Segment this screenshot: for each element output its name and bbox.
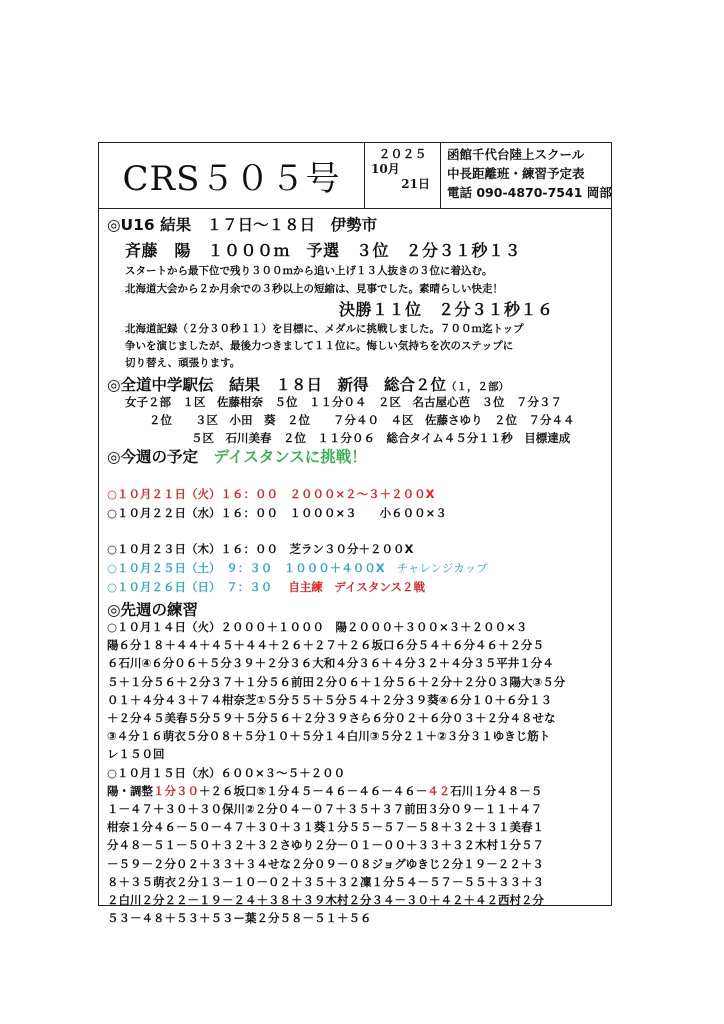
lw-b-red1: １分３０ (153, 783, 199, 798)
u16-note-4: 争いを演じましたが、最後力つきまして１１位に。悔しい気持ちを次のステップに (125, 340, 514, 352)
u16-heading: ◎U16 結果 １７日～１８日 伊勢市 (107, 216, 378, 234)
last-week-line: 分４８－５１－５０＋３２＋３２さゆり２分－０１－００＋３３＋３２木村１分５７ (107, 838, 544, 853)
issue-month: 10月 (371, 162, 400, 176)
lw-b-mid: ＋２６坂口⑤１分４５－４６－４６－４６－ (199, 783, 428, 798)
schedule-line-1: ○１０月２１日（火）１６：００ ２０００×２～３＋２００X (107, 487, 435, 501)
last-week-line: レ１５０回 (107, 747, 165, 762)
last-week-line: 柑奈１分４６－５０－４７＋３０＋３１葵１分５５－５７－５８＋３２＋３１美春１ (107, 820, 544, 835)
last-week-line: ＋２分４５美春５分５９＋５分５６＋２分３９さら６分０２＋６分０３＋２分４８せな (107, 711, 556, 725)
schedule-line-5-main: ○１０月２６日（日） ７：３０ (107, 580, 273, 594)
school-phone: 電話 090-4870-7541 岡部 (447, 185, 612, 200)
u16-note-1: スタートから最下位で残り３００ｍから追い上げ１３人抜きの３位に着込む。 (125, 265, 493, 277)
last-week-line: ５＋１分５６＋２分３７＋１分５６前田２分０６＋１分５６＋２分＋２分０３陽大③５分 (107, 674, 566, 689)
newsletter-sheet (98, 142, 612, 926)
last-week-line: ６石川④６分０６＋５分３９＋２分３６大和４分３６＋４分３２＋４分３５平井１分４ (107, 656, 554, 671)
last-week-line: ８＋３５萌衣２分１３－１０－０２＋３５＋３２凜１分５４－５７－５５＋３３＋３ (107, 874, 544, 889)
last-week-line: ○１０月１５日（水）６００×３～５＋２００ (107, 765, 346, 780)
schedule-line-3: ○１０月２３日（木）１６：００ 芝ラン３０分＋２００X (107, 542, 414, 556)
last-week-line: ２白川２分２２－１９－２４＋３８＋３９木村２分３４－３０＋４２＋４２西村２分 (107, 893, 544, 907)
issue-date (365, 143, 441, 208)
last-week-line: －５９－２分０２＋３３＋３４せな２分０９－０８ジョグゆきじ２分１９－２２＋３ (107, 856, 544, 871)
week-highlight: デイスタンスに挑戦！ (213, 448, 367, 466)
schedule-line-5-note: 自主練 デイスタンス２戦 (288, 580, 426, 594)
u16-result-line: 斉藤 陽 １０００ｍ 予選 ３位 ２分３１秒１３ (125, 241, 522, 260)
ekiden-heading-main: ◎全道中学駅伝 結果 １８日 新得 総合２位 (107, 376, 447, 394)
week-heading (107, 445, 607, 467)
u16-note-5: 切り替え、頑張ります。 (125, 357, 241, 369)
issue-year: ２０２５ (378, 147, 427, 161)
newsletter-title: CRS５０５号 (99, 143, 365, 208)
last-week-line: ③４分１６萌衣５分０８＋５分１０＋５分１４白川③５分２１＋②３分３１ゆきじ筋ト (107, 729, 551, 744)
u16-final: 決勝１１位 ２分３１秒１６ (339, 300, 554, 319)
last-week-heading: ◎先週の練習 (107, 601, 199, 619)
ekiden-heading (107, 373, 607, 395)
lw-b-red2: ４２ (427, 783, 451, 798)
ekiden-heading-sub: （１，２部） (446, 381, 510, 393)
lw-b-post: 石川１分４８－５ (450, 783, 543, 798)
last-week-line-colored (107, 783, 607, 799)
last-week-line: 陽６分１８＋４４＋４５＋４４＋２６＋２７＋２６坂口６分５４＋６分４６＋２分５ (107, 638, 544, 653)
ekiden-row-2: ２位 ３区 小田 葵 ２位 ７分４０ ４区 佐藤さゆり ２位 ７分４４ (149, 413, 575, 427)
schedule-line-4 (107, 560, 607, 576)
schedule-line-5 (107, 579, 607, 595)
last-week-line: １－４７＋３０＋３０保川②２分０４－０７＋３５＋３７前田３分０９－１１＋４７ (107, 802, 543, 816)
u16-note-2: 北海道大会から２か月余での３秒以上の短縮は、見事でした。素晴らしい快走！ (125, 283, 503, 295)
school-name: 函館千代台陸上スクール (447, 147, 585, 162)
u16-note-3: 北海道記録（２分３０秒１１）を目標に、メダルに挑戦しました。７００ｍ迄トップ (125, 323, 524, 335)
last-week-line: ５３－４８＋５３＋５３ー葉２分５８－５１＋５６ (107, 911, 372, 926)
school-info (441, 143, 611, 210)
school-section: 中長距離班・練習予定表 (447, 166, 585, 181)
ekiden-row-1: 女子２部 １区 佐藤柑奈 ５位 １１分０４ ２区 名古屋心芭 ３位 ７分３７ (125, 395, 562, 409)
schedule-line-4-note: チャレンジカップ (396, 561, 488, 575)
schedule-line-4-main: ○１０月２５日（土） ９：３０ １０００＋４００X (107, 561, 385, 575)
lw-b-pre: 陽・調整 (107, 783, 153, 798)
header (99, 143, 611, 209)
last-week-line: ○１０月１４日（火）２０００＋１０００ 陽２０００＋３００×３＋２００×３ (107, 620, 528, 634)
issue-day: 21日 (401, 177, 430, 191)
week-heading-label: ◎今週の予定 (107, 448, 199, 466)
ekiden-row-3: ５区 石川美春 ２位 １１分０６ 総合タイム４５分１１秒 目標達成 (191, 431, 571, 445)
schedule-line-2: ○１０月２２日（水）１６：００ １０００×３ 小６００×３ (107, 506, 447, 520)
last-week-line: ０１＋４分４３＋７４柑奈芝①５分５５＋５分５４＋２分３９葵④６分１０＋６分１３ (107, 692, 552, 707)
